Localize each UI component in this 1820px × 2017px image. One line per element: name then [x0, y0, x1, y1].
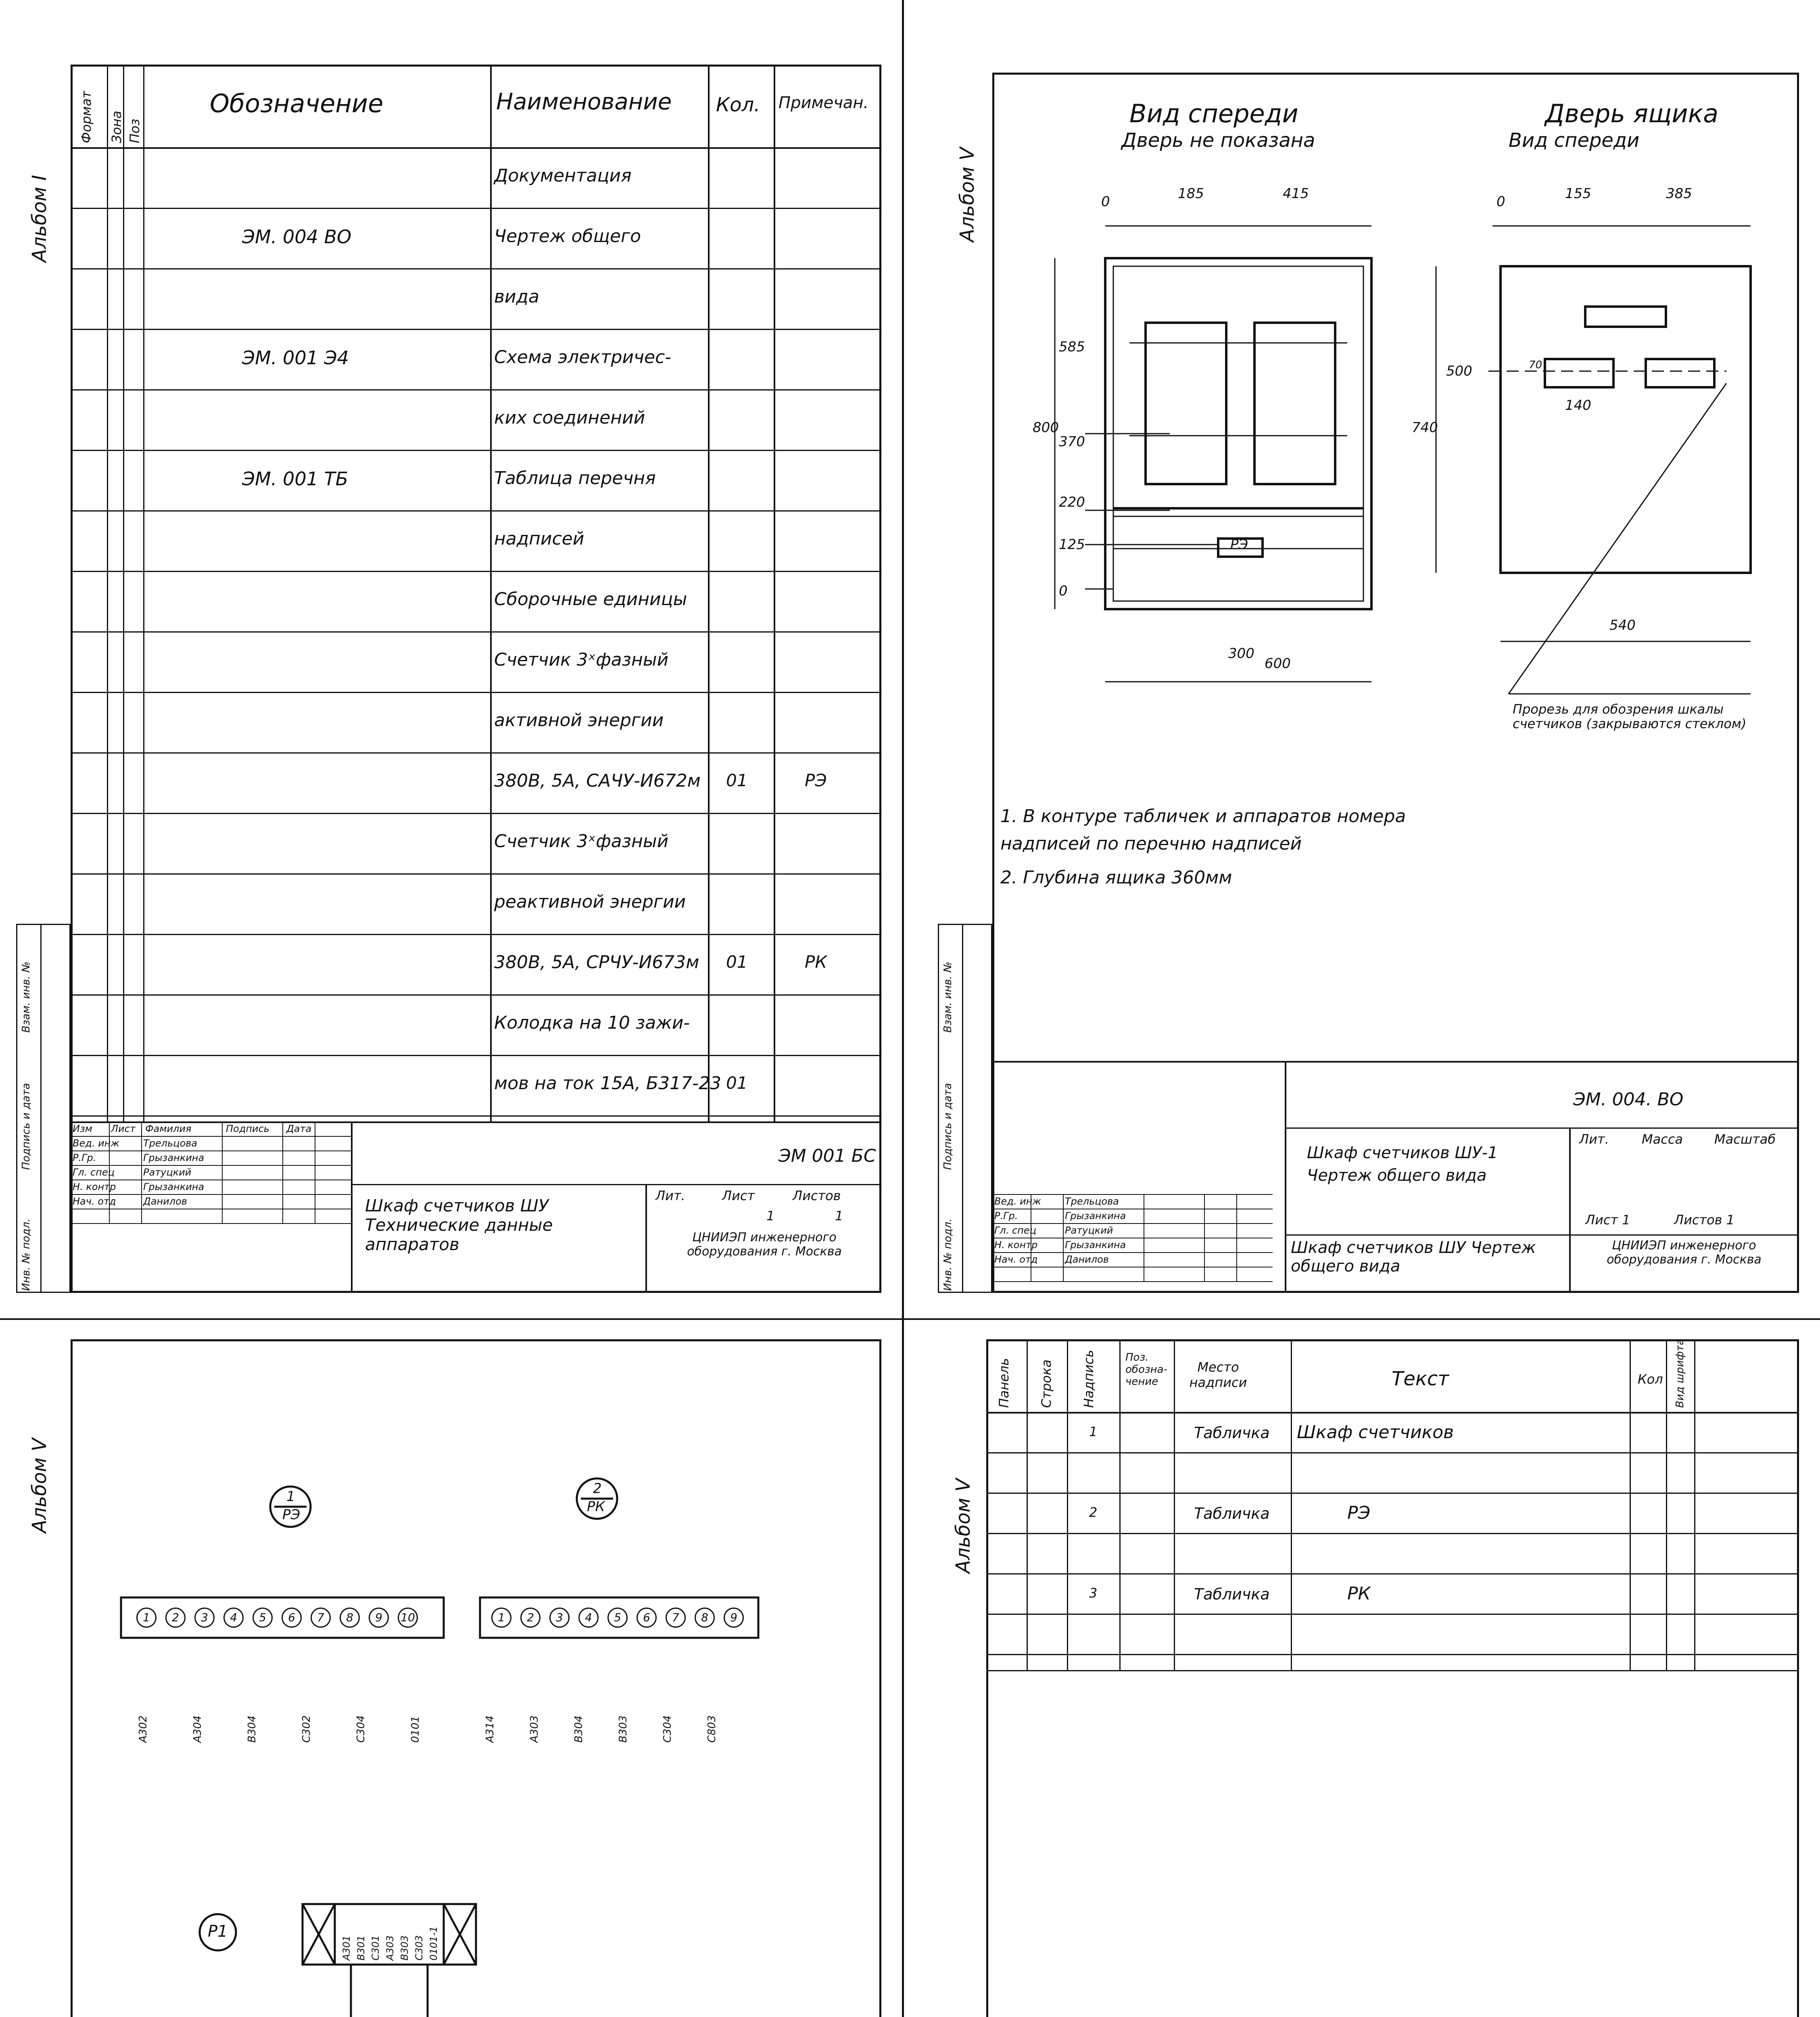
spec-name: активной энергии — [494, 710, 664, 731]
t4-place: Табличка — [1194, 1424, 1270, 1442]
cut-note: Прорезь для обозрения шкалы счетчиков (закрываются стеклом) — [1513, 702, 1747, 731]
col-header-code: Обозначение — [210, 89, 384, 118]
spec-name: Сборочные единицы — [494, 589, 687, 610]
album-label: Альбом I — [28, 175, 51, 262]
row-line — [71, 510, 881, 512]
person-row-line — [71, 1194, 351, 1195]
label2-bot: РК — [587, 1499, 605, 1515]
t4-col-line — [1119, 1339, 1121, 1670]
person-name: Данилов — [143, 1196, 187, 1207]
col-header-name: Наименование — [496, 89, 672, 115]
t4-h-place: Место надписи — [1189, 1359, 1247, 1390]
person-role: Н. контр — [994, 1239, 1038, 1251]
side-stamp-repl: Взам. инв. № — [942, 961, 954, 1033]
t4-h-label: Надпись — [1081, 1350, 1096, 1408]
person-row-line — [71, 1150, 351, 1151]
spec-name: Документация — [494, 165, 632, 186]
terminal: 4 — [223, 1608, 244, 1628]
person-col-line — [1063, 1194, 1064, 1281]
t4-h-row: Строка — [1039, 1359, 1054, 1408]
person-role: Н. контр — [73, 1181, 116, 1192]
stamp-code: ЭМ 001 БС — [779, 1146, 876, 1166]
side-stamp-line — [962, 924, 963, 1293]
person-name: Трельцова — [143, 1138, 198, 1149]
door-dim-140: 140 — [1565, 397, 1591, 413]
t4-row-line — [986, 1452, 1799, 1453]
door-dim-155: 155 — [1565, 186, 1591, 202]
terminal: 10 — [398, 1608, 418, 1628]
person-col-head: Лист — [111, 1123, 136, 1134]
person-col-line — [1204, 1194, 1205, 1281]
col-header-qty: Кол. — [716, 94, 760, 116]
spec-name: Таблица перечня — [494, 468, 656, 489]
stamp-list: Лист 1 — [1585, 1212, 1630, 1228]
col-header-format: Формат — [79, 91, 94, 143]
note-2: 2. Глубина ящика 360мм — [1000, 867, 1232, 888]
spec-note: РЭ — [805, 770, 827, 790]
dim-600: 600 — [1265, 656, 1291, 672]
row-line — [71, 752, 881, 754]
spec-name: 380В, 5А, СРЧУ-И673м — [494, 952, 699, 973]
t4-row-line — [986, 1533, 1799, 1534]
side-stamp-repl: Взам. инв. № — [20, 961, 32, 1033]
t4-col-line — [1666, 1339, 1667, 1670]
stamp-vline — [1285, 1061, 1286, 1293]
stamp-code: ЭМ. 004. ВО — [1573, 1089, 1684, 1110]
t4-text: РК — [1347, 1583, 1371, 1604]
dim-415: 415 — [1283, 186, 1309, 202]
dim-220: 220 — [1059, 494, 1085, 510]
terminal: 6 — [282, 1608, 302, 1628]
dim-370: 370 — [1059, 434, 1085, 450]
stamp-mass: Масса — [1642, 1132, 1683, 1147]
terminal: 1 — [136, 1608, 157, 1628]
person-row-line — [71, 1223, 351, 1224]
t4-num: 2 — [1089, 1505, 1098, 1520]
person-col-head: Изм — [73, 1123, 92, 1134]
t4-place: Табличка — [1194, 1505, 1270, 1522]
t4-row-line — [986, 1573, 1799, 1574]
terminal: 8 — [695, 1608, 715, 1628]
person-row-line — [992, 1252, 1273, 1253]
person-role: Нач. отд — [73, 1196, 116, 1207]
spec-name: Колодка на 10 зажи- — [494, 1013, 690, 1033]
row-line — [71, 1055, 881, 1056]
person-name: Ратуцкий — [1065, 1225, 1113, 1236]
person-name: Ратуцкий — [143, 1167, 192, 1178]
door-dim-740: 740 — [1412, 420, 1438, 436]
stamp-lists: Листов — [793, 1188, 841, 1203]
t4-row-line — [986, 1493, 1799, 1494]
person-name: Грызанкина — [1065, 1210, 1126, 1221]
album-label: Альбом V — [956, 147, 979, 242]
spec-name: надписей — [494, 528, 584, 549]
row-line — [71, 208, 881, 209]
stamp-org: ЦНИИЭП инженерного оборудования г. Москва — [1607, 1238, 1762, 1267]
dim-125: 125 — [1059, 537, 1085, 553]
side-stamp-inv: Инв. № подл. — [20, 1218, 32, 1291]
t4-header-bottom — [986, 1412, 1799, 1414]
album-label: Альбом V — [952, 1478, 975, 1573]
terminal: 4 — [578, 1608, 599, 1628]
stamp-org: ЦНИИЭП инженерного оборудования г. Москва — [687, 1230, 842, 1259]
strip-wire-label: А301 — [341, 1935, 352, 1961]
t4-num: 3 — [1089, 1585, 1098, 1601]
terminal: 6 — [637, 1608, 657, 1628]
t4-col-line — [1067, 1339, 1068, 1670]
side-stamp-inv: Инв. № подл. — [942, 1218, 954, 1291]
spec-name: 380В, 5А, САЧУ-И672м — [494, 770, 701, 791]
stamp-lit: Лит. — [1579, 1132, 1609, 1147]
spec-name: Счетчик 3ˣфазный — [494, 831, 669, 852]
door-dim-0: 0 — [1496, 194, 1505, 210]
stamp-list: Лист — [722, 1188, 755, 1203]
t4-col-line — [1174, 1339, 1175, 1670]
t4-h-panel: Панель — [996, 1358, 1012, 1408]
view2-title: Дверь ящика — [1545, 99, 1719, 128]
row-line — [71, 329, 881, 330]
row-line — [71, 934, 881, 935]
spec-qty: 01 — [726, 770, 748, 790]
row-line — [71, 389, 881, 390]
spec-name: Счетчик 3ˣфазный — [494, 649, 669, 670]
dim-800: 800 — [1033, 420, 1059, 436]
wire-label: С803 — [706, 1715, 718, 1743]
strip-wire-label: А303 — [384, 1935, 396, 1961]
person-role: Нач. отд — [994, 1254, 1038, 1265]
t4-h-font: Вид шрифта — [1674, 1338, 1686, 1408]
person-name: Грызанкина — [143, 1181, 205, 1192]
wire-label: С302 — [301, 1715, 313, 1743]
terminal: 5 — [253, 1608, 273, 1628]
person-role: Гл. спец — [994, 1225, 1036, 1236]
t4-col-line — [1027, 1339, 1028, 1670]
stamp-title: Шкаф счетчиков ШУ Технические данные аппаратов — [365, 1196, 553, 1254]
side-stamp-sign: Подпись и дата — [942, 1083, 954, 1170]
stamp-mid — [1285, 1128, 1799, 1129]
spec-name: Схема электричес- — [494, 347, 672, 367]
stamp-scale: Масштаб — [1714, 1132, 1776, 1147]
stamp-vline — [1569, 1128, 1571, 1293]
spec-code: ЭМ. 004 ВО — [242, 226, 352, 248]
person-role: Гл. спец — [73, 1167, 115, 1178]
spec-name: Чертеж общего — [494, 226, 641, 246]
stamp-lit: Лит. — [655, 1188, 685, 1203]
stamp-top — [992, 1061, 1799, 1063]
stamp-list-val: 1 — [766, 1208, 775, 1224]
row-line — [71, 994, 881, 996]
wire-label: А302 — [137, 1715, 149, 1743]
stamp-title-bottom: Шкаф счетчиков ШУ Чертеж общего вида — [1291, 1238, 1536, 1276]
wire-label: С304 — [355, 1715, 367, 1743]
person-name: Данилов — [1065, 1254, 1109, 1265]
t4-h-qty: Кол — [1638, 1372, 1663, 1387]
spec-name: мов на ток 15А, Б317-23 — [494, 1073, 721, 1094]
wire-label: А303 — [528, 1715, 541, 1743]
label1-top: 1 — [286, 1489, 295, 1505]
row-line — [71, 268, 881, 269]
terminal: 2 — [520, 1608, 541, 1628]
person-row-line — [992, 1281, 1273, 1282]
door-dim-70: 70 — [1529, 359, 1542, 371]
album-label: Альбом V — [28, 1438, 51, 1533]
marker-pe: РЭ — [1230, 537, 1248, 553]
terminal: 7 — [666, 1608, 686, 1628]
person-row-line — [992, 1194, 1273, 1195]
row-line — [71, 813, 881, 814]
col-header-note: Примечан. — [779, 94, 869, 112]
t4-col-line — [1291, 1339, 1292, 1670]
person-name: Трельцова — [1065, 1196, 1119, 1207]
dim-0b: 0 — [1059, 583, 1068, 599]
terminal: 1 — [491, 1608, 511, 1628]
terminal: 5 — [607, 1608, 628, 1628]
person-col-head: Подпись — [226, 1123, 269, 1134]
wiring-drawing — [0, 0, 904, 2017]
terminal: 9 — [724, 1608, 744, 1628]
terminal: 2 — [165, 1608, 186, 1628]
wire-label: А304 — [192, 1715, 204, 1743]
dim-585: 585 — [1059, 339, 1085, 355]
person-role: Р.Гр. — [73, 1152, 96, 1163]
row-line — [71, 147, 881, 148]
spec-code: ЭМ. 001 Э4 — [242, 347, 349, 369]
wire-label: С304 — [662, 1715, 674, 1743]
person-role: Р.Гр. — [994, 1210, 1018, 1221]
view2-sub: Вид спереди — [1509, 129, 1640, 152]
terminal: 8 — [340, 1608, 360, 1628]
side-stamp-sign: Подпись и дата — [20, 1083, 32, 1170]
stamp-title-top: Шкаф счетчиков ШУ-1 Чертеж общего вида — [1307, 1144, 1498, 1185]
door-dim-540: 540 — [1609, 617, 1636, 633]
terminal: 7 — [311, 1608, 331, 1628]
person-col-head: Дата — [286, 1123, 312, 1134]
spec-name: ких соединений — [494, 407, 645, 428]
person-role: Вед. инж — [73, 1138, 119, 1149]
col-header-pos: Поз — [127, 119, 142, 143]
dim-185: 185 — [1178, 186, 1204, 202]
t4-col-line — [1694, 1339, 1695, 1670]
person-row-line — [71, 1121, 351, 1122]
row-line — [71, 692, 881, 693]
stamp-lists-val: 1 — [835, 1208, 843, 1224]
spec-note: РК — [805, 952, 827, 972]
note-1: 1. В контуре табличек и аппаратов номера надписей по перечню надписей — [1000, 806, 1406, 854]
person-row-line — [992, 1223, 1273, 1224]
stamp-h — [1285, 1234, 1799, 1236]
person-name: Грызанкина — [143, 1152, 205, 1163]
strip-wire-label: С303 — [413, 1935, 425, 1961]
row-line — [71, 1115, 881, 1117]
person-row-line — [71, 1165, 351, 1166]
terminal: 3 — [194, 1608, 215, 1628]
t4-place: Табличка — [1194, 1585, 1270, 1603]
t4-h-pos: Поз. обозна-чение — [1125, 1351, 1167, 1388]
strip-wire-label: В301 — [355, 1935, 367, 1961]
t4-text: РЭ — [1347, 1503, 1371, 1523]
spec-qty: 01 — [726, 1073, 748, 1093]
t4-h-text: Текст — [1392, 1368, 1449, 1390]
strip-label: Р1 — [208, 1922, 228, 1941]
wire-label: В303 — [617, 1715, 629, 1743]
t4-col-line — [1630, 1339, 1631, 1670]
view1-sub: Дверь не показана — [1121, 129, 1315, 152]
door-dim-385: 385 — [1666, 186, 1692, 202]
strip-wire-label: В303 — [399, 1935, 410, 1961]
spec-name: реактивной энергии — [494, 892, 686, 912]
row-line — [71, 873, 881, 875]
spec-code: ЭМ. 001 ТБ — [242, 468, 349, 490]
person-col-line — [282, 1121, 283, 1223]
door-dim-500: 500 — [1446, 363, 1472, 379]
person-col-line — [222, 1121, 223, 1223]
dim-0: 0 — [1101, 194, 1110, 210]
wire-label: А314 — [484, 1715, 496, 1743]
wire-label: В304 — [246, 1715, 258, 1743]
terminal: 3 — [549, 1608, 570, 1628]
terminal: 9 — [369, 1608, 389, 1628]
spec-qty: 01 — [726, 952, 748, 972]
person-col-line — [141, 1121, 142, 1223]
strip-wire-label: С301 — [370, 1935, 381, 1961]
person-col-line — [992, 1194, 993, 1281]
wire-label: В304 — [573, 1715, 585, 1743]
stamp-lists: Листов 1 — [1674, 1212, 1735, 1228]
person-col-line — [1236, 1194, 1237, 1281]
t4-bottom — [986, 1670, 1799, 1671]
strip-wire-label: 0101-1 — [428, 1926, 439, 1961]
person-name: Грызанкина — [1065, 1239, 1126, 1251]
wire-label: 0101 — [409, 1716, 422, 1743]
label1-bot: РЭ — [282, 1507, 301, 1523]
col-header-zone: Зона — [109, 111, 124, 143]
label2-top: 2 — [593, 1480, 602, 1497]
row-line — [71, 631, 881, 633]
person-row-line — [71, 1136, 351, 1137]
spec-name: вида — [494, 286, 539, 307]
t4-num: 1 — [1089, 1424, 1098, 1439]
dim-300: 300 — [1228, 645, 1254, 662]
row-line — [71, 571, 881, 572]
person-role: Вед. инж — [994, 1196, 1041, 1207]
person-col-head: Фамилия — [145, 1123, 192, 1134]
view1-title: Вид спереди — [1129, 99, 1298, 128]
t4-text: Шкаф счетчиков — [1297, 1422, 1454, 1443]
row-line — [71, 450, 881, 451]
t4-row-line — [986, 1614, 1799, 1615]
t4-row-line — [986, 1654, 1799, 1655]
